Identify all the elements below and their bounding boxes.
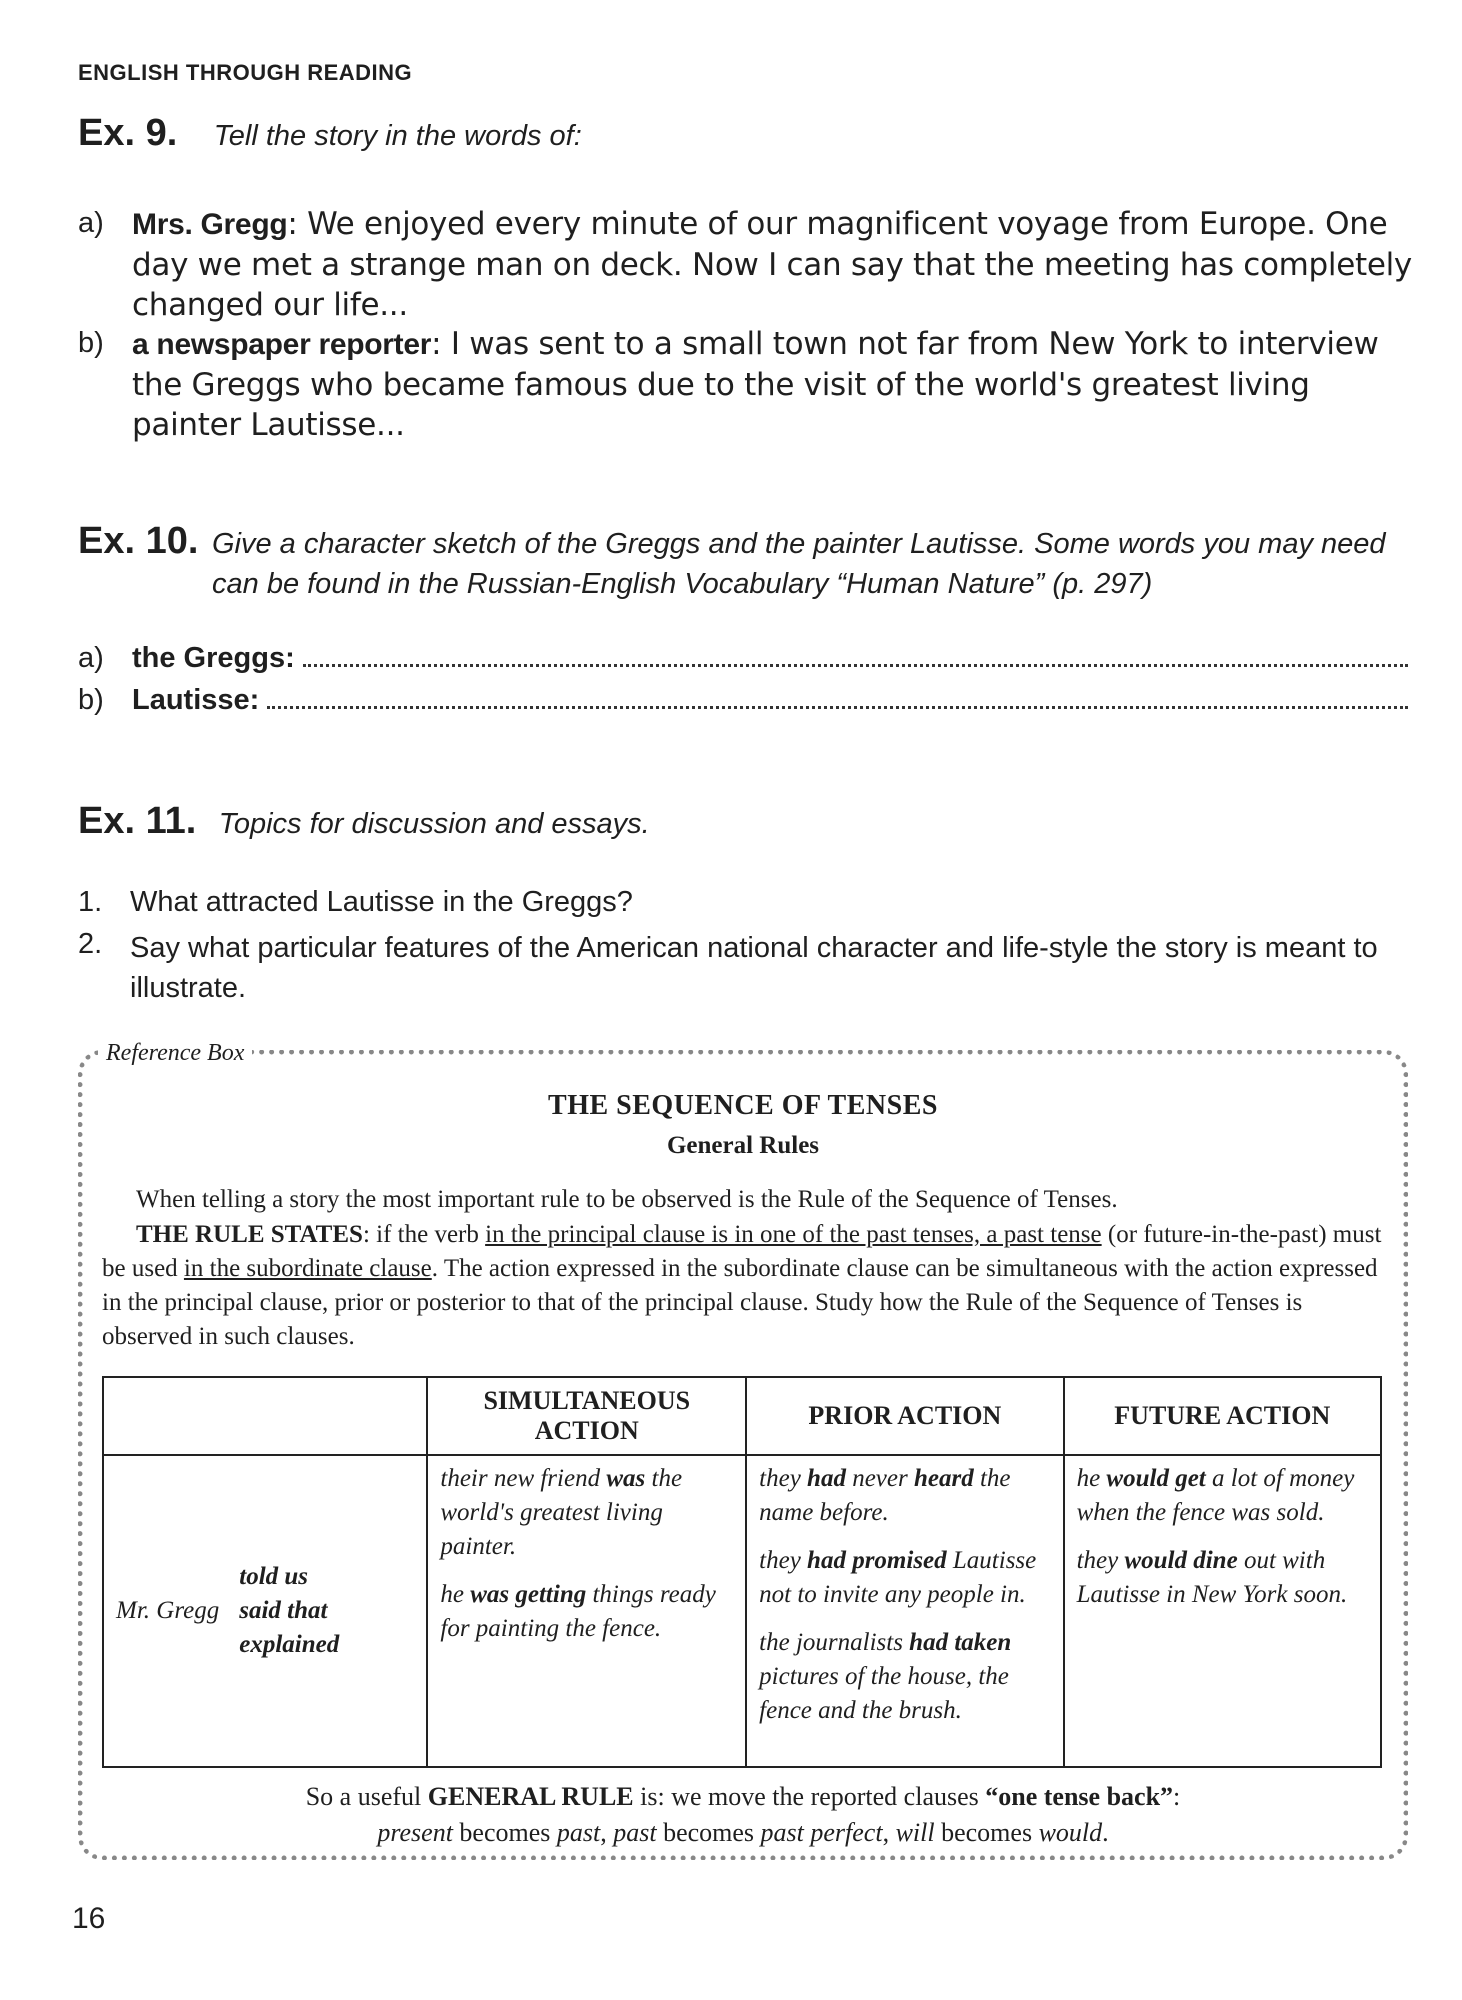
rule-text: . The action expressed in the subordinate clause can be simultaneous with the action expressed in the principal clause, prior or posterior to that of the principal clause. Study how the Rule of the Sequence of Tenses is observed in such clauses. <box>102 1255 1378 1350</box>
example-sentence: their new friend was the world's greatest living painter. <box>440 1465 683 1560</box>
item-marker: 1. <box>78 886 103 918</box>
exercise-instruction: Tell the story in the words of: <box>213 120 582 152</box>
sequence-table <box>102 1376 1382 1768</box>
running-title: ENGLISH THROUGH READING <box>78 60 413 85</box>
ex9-item-a <box>132 204 1416 325</box>
reference-title: THE SEQUENCE OF TENSES <box>548 1090 938 1121</box>
ex10-item-b <box>78 684 1412 717</box>
exercise-instruction: Topics for discussion and essays. <box>218 808 650 840</box>
ex9-item-b <box>132 324 1416 445</box>
reporting-verb: said that <box>239 1597 328 1624</box>
reference-subtitle: General Rules <box>666 1132 820 1159</box>
prior-cell <box>746 1455 1063 1767</box>
item-sep: : <box>285 642 295 674</box>
exercise-11 <box>78 800 1418 844</box>
reporting-verb: explained <box>239 1631 340 1658</box>
rule-text: : if the verb <box>362 1221 486 1248</box>
item-speaker: Mrs. Gregg <box>132 208 288 241</box>
subject-cell <box>103 1455 427 1767</box>
col-header-prior: PRIOR ACTION <box>746 1377 1063 1455</box>
rule-lead: THE RULE STATES <box>136 1221 363 1248</box>
reporting-verb: told us <box>239 1563 309 1590</box>
ex10-item-a <box>78 642 1412 675</box>
example-sentence: they would dine out with Lautisse in New York soon. <box>1076 1547 1348 1608</box>
subject: Mr. Gregg <box>116 1597 220 1624</box>
example-sentence: he would get a lot of money when the fence was sold. <box>1076 1465 1355 1526</box>
rule-text: (or future-in-the-past) must be used <box>102 1221 1382 1282</box>
exercise-number: Ex. 9. <box>78 112 178 154</box>
simultaneous-cell <box>427 1455 746 1767</box>
item-label: the Greggs <box>132 642 286 674</box>
topic-1: What attracted Lautisse in the Greggs? <box>130 886 633 918</box>
exercise-number: Ex. 11. <box>78 800 197 842</box>
item-speaker: a newspaper reporter <box>132 328 432 361</box>
rule-paragraph <box>102 1218 1388 1354</box>
item-marker: a) <box>78 642 104 674</box>
future-cell <box>1064 1455 1381 1767</box>
example-sentence: they had promised Lautisse not to invite any people in. <box>759 1547 1037 1608</box>
answer-line[interactable] <box>267 706 1408 709</box>
general-rule: So a useful GENERAL RULE is: we move the reported clauses “one tense back”: <box>305 1782 1181 1811</box>
rule-underline: in the subordinate clause <box>183 1255 432 1282</box>
example-sentence: they had never heard the name before. <box>759 1465 1011 1526</box>
reference-intro: When telling a story the most important rule to be observed is the Rule of the Sequence of Tenses. <box>136 1186 1118 1213</box>
col-header-future: FUTURE ACTION <box>1064 1377 1381 1455</box>
item-label: Lautisse <box>132 684 250 716</box>
exercise-10-number: Ex. 10. <box>78 520 199 562</box>
item-marker: b) <box>78 684 104 716</box>
item-sep: : <box>431 326 442 362</box>
item-marker: 2. <box>78 928 103 960</box>
example-sentence: he was getting things ready for painting the fence. <box>440 1581 716 1642</box>
empty-header-cell <box>103 1377 427 1455</box>
exercise-9 <box>78 112 1418 156</box>
rule-underline: in the principal clause is in one of the past tenses, a past tense <box>485 1221 1102 1248</box>
item-sep: : <box>249 684 260 716</box>
item-sep: : <box>287 206 298 242</box>
item-text: I was sent to a small town not far from New York to interview the Greggs who became famous due to the visit of the world's greatest living painter Lautisse... <box>132 326 1379 443</box>
topic-2: Say what particular features of the American national character and life-style the story is meant to illustrate. <box>130 932 1378 1004</box>
exercise-10-instruction: Give a character sketch of the Greggs and the painter Lautisse. Some words you may need can be found in the Russian-English Vocabulary “Human Nature” (p. 297) <box>212 528 1386 600</box>
answer-line[interactable] <box>303 664 1408 667</box>
tense-conversions: present becomes past, past becomes past perfect, will becomes would. <box>377 1818 1109 1847</box>
page-number: 16 <box>72 1902 106 1935</box>
example-sentence: the journalists had taken pictures of the house, the fence and the brush. <box>759 1629 1012 1724</box>
item-text: We enjoyed every minute of our magnificent voyage from Europe. One day we met a strange man on deck. Now I can say that the meeting has completely changed our life... <box>132 206 1412 323</box>
item-marker: b) <box>78 327 104 359</box>
reference-box-label: Reference Box <box>98 1040 252 1067</box>
col-header-simultaneous: SIMULTANEOUS ACTION <box>427 1377 746 1455</box>
item-marker: a) <box>78 207 104 239</box>
